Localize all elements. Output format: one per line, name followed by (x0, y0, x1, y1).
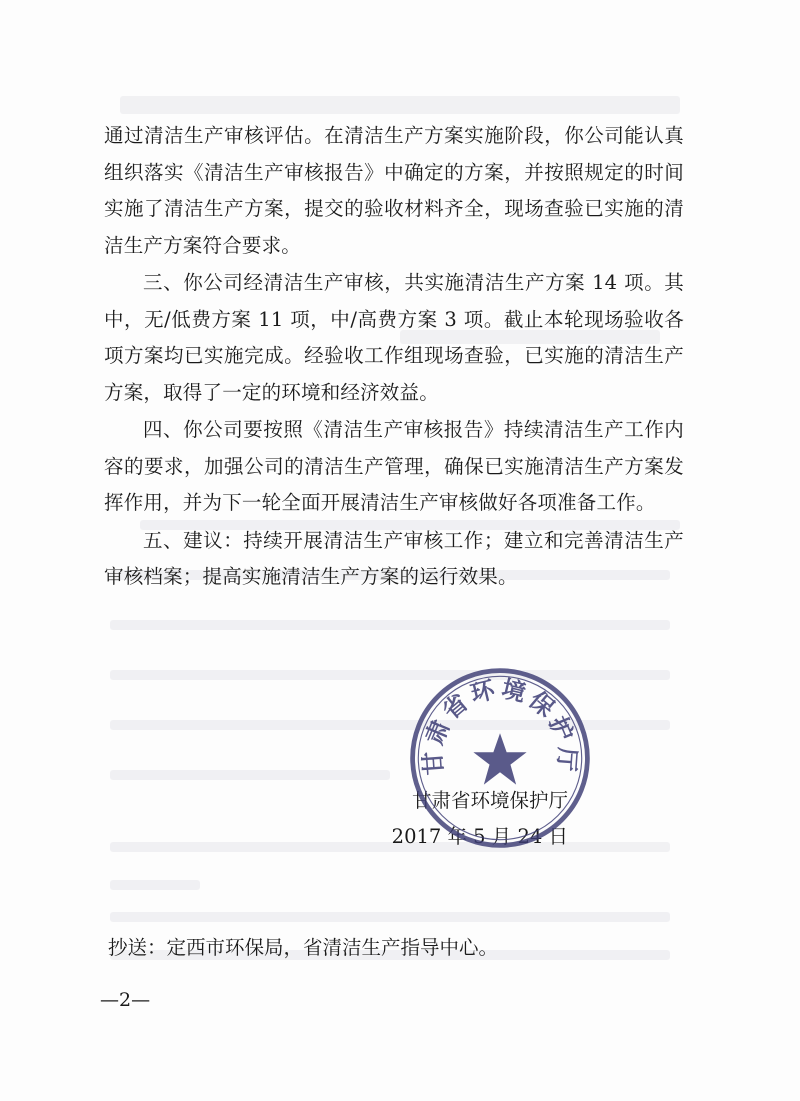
issue-date: 2017 年 5 月 24 日 (391, 825, 568, 848)
cc-recipients: 抄送：定西市环保局，省清洁生产指导中心。 (108, 936, 499, 959)
paragraph-four: 四、你公司要按照《清洁生产审核报告》持续清洁生产工作内容的要求，加强公司的清洁生产管理，确保已实施清洁生产方案发挥作用，并为下一轮全面开展清洁生产审核做好各项准备工作。 (104, 418, 684, 514)
official-seal-stamp (405, 663, 595, 853)
paragraph-five: 五、建议：持续开展清洁生产审核工作；建立和完善清洁生产审核档案；提高实施清洁生产方案的运行效果。 (104, 528, 684, 588)
paragraph-three: 三、你公司经清洁生产审核，共实施清洁生产方案 14 项。其中，无/低费方案 11 项，中/高费方案 3 项。截止本轮现场验收各项方案均已实施完成。经验收工作组现场查验，已实施的清洁生产方案，取得了一定的环境和经济效益。 (104, 271, 684, 404)
document-body (104, 118, 684, 597)
svg-text:甘肃省环境保护厅: 甘肃省环境保护厅 (418, 674, 582, 777)
seal-star-icon (473, 733, 526, 784)
page-number: —2— (100, 989, 151, 1011)
issuer-name: 甘肃省环境保护厅 (411, 789, 568, 812)
paragraph-continued: 通过清洁生产审核评估。在清洁生产方案实施阶段，你公司能认真组织落实《清洁生产审核报告》中确定的方案，并按照规定的时间实施了清洁生产方案，提交的验收材料齐全，现场查验已实施的清洁生产方案符合要求。 (104, 124, 684, 257)
